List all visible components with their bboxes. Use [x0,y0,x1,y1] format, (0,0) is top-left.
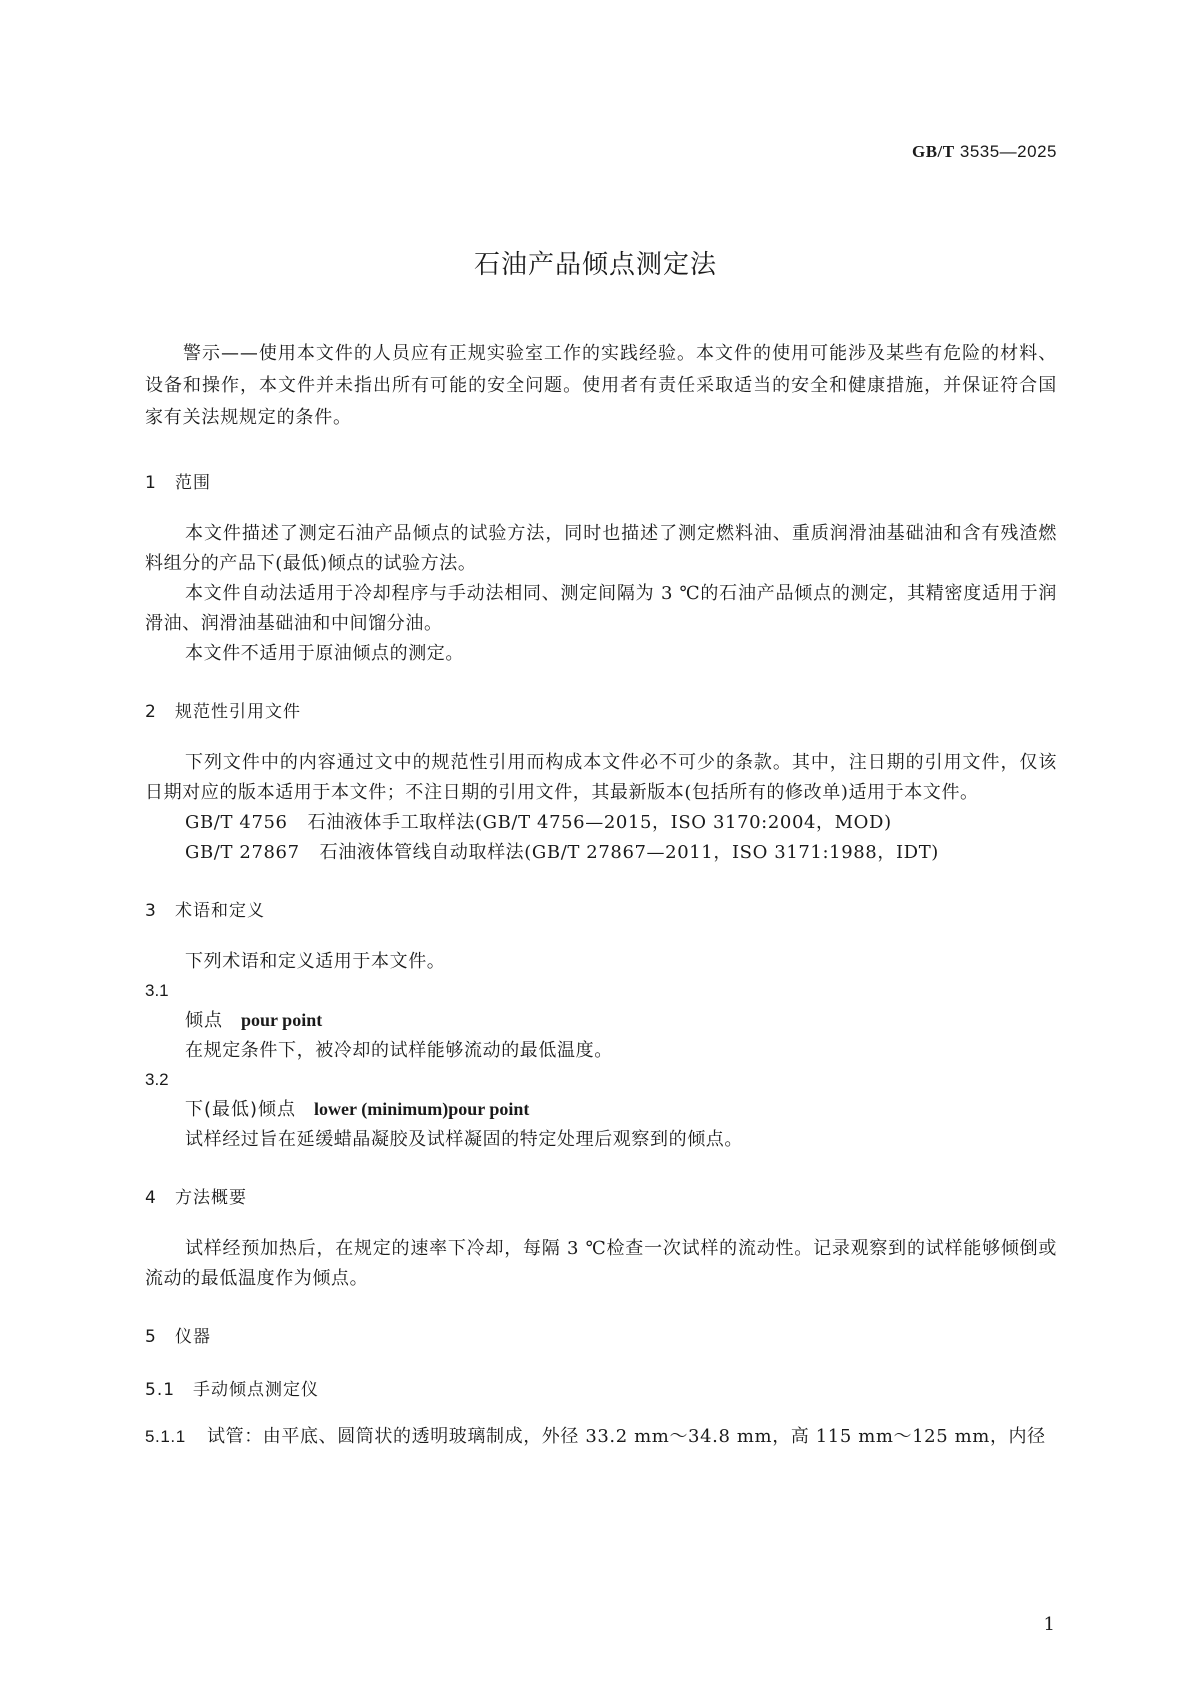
term-name [145,1005,1057,1036]
scope-paragraph-2: 本文件自动法适用于冷却程序与手动法相同、测定间隔为 3 ℃的石油产品倾点的测定，其精密度适用于润滑油、润滑油基础油和中间馏分油。 [145,583,1057,634]
section-title: 仪器 [175,1327,211,1347]
subsection-title: 手动倾点测定仪 [193,1380,319,1400]
reference-code: GB/T 4756 [185,812,288,833]
terms-intro: 下列术语和定义适用于本文件。 [185,951,446,972]
document-title: 石油产品倾点测定法 [473,250,717,280]
standard-prefix: GB/T [912,142,955,161]
section-number: 3 [145,901,157,921]
clause-text: 试管：由平底、圆筒状的透明玻璃制成，外径 33.2 mm～34.8 mm，高 115 mm～125 mm，内径 [207,1426,1046,1447]
scope-paragraph-3: 本文件不适用于原油倾点的测定。 [185,643,464,664]
term-number: 3.2 [145,1070,169,1089]
clause-5-1-1 [145,1422,1057,1452]
standard-code: 3535—2025 [959,142,1057,161]
reference-title: 石油液体管线自动取样法(GB/T 27867—2011，ISO 3171:1988，IDT) [319,842,939,863]
section-number: 5 [145,1327,157,1347]
term-name-zh: 倾点 [185,1010,223,1031]
section-number: 1 [145,473,157,493]
section-number: 2 [145,702,157,722]
reference-item [145,838,1057,868]
section-5-heading [145,1322,1057,1347]
term-definition: 试样经过旨在延缓蜡晶凝胶及试样凝固的特定处理后观察到的倾点。 [185,1129,743,1150]
term-name [145,1094,1057,1125]
term-name-en: pour point [241,1010,323,1030]
section-2-heading [145,697,1057,722]
subsection-number: 5.1 [145,1380,176,1400]
section-title: 范围 [175,473,211,493]
section-1-heading [145,468,1057,493]
section-4-heading [145,1183,1057,1208]
section-3-heading [145,896,1057,921]
section-number: 4 [145,1188,157,1208]
safety-warning: 警示——使用本文件的人员应有正规实验室工作的实践经验。本文件的使用可能涉及某些有危险的材料、设备和操作，本文件并未指出所有可能的安全问题。使用者有责任采取适当的安全和健康措施，并保证符合国家有关法规规定的条件。 [145,343,1057,428]
reference-code: GB/T 27867 [185,842,300,863]
subsection-5-1-heading [145,1375,1057,1400]
term-name-zh: 下(最低)倾点 [185,1099,297,1120]
scope-paragraph-1: 本文件描述了测定石油产品倾点的试验方法，同时也描述了测定燃料油、重质润滑油基础油和含有残渣燃料组分的产品下(最低)倾点的试验方法。 [145,523,1057,574]
term-definition: 在规定条件下，被冷却的试样能够流动的最低温度。 [185,1040,613,1061]
standard-number [912,142,1057,162]
clause-number: 5.1.1 [145,1427,186,1446]
term-number: 3.1 [145,981,169,1000]
section-title: 方法概要 [175,1188,247,1208]
term-name-en: lower (minimum)pour point [314,1099,530,1119]
method-summary-paragraph: 试样经预加热后，在规定的速率下冷却，每隔 3 ℃检查一次试样的流动性。记录观察到的试样能够倾倒或流动的最低温度作为倾点。 [145,1238,1057,1289]
document-body [145,338,1057,1452]
reference-item [145,808,1057,838]
section-title: 规范性引用文件 [175,702,301,722]
reference-title: 石油液体手工取样法(GB/T 4756—2015，ISO 3170:2004，MOD) [307,812,892,833]
references-intro: 下列文件中的内容通过文中的规范性引用而构成本文件必不可少的条款。其中，注日期的引用文件，仅该日期对应的版本适用于本文件；不注日期的引用文件，其最新版本(包括所有的修改单)适用于本文件。 [145,752,1057,803]
section-title: 术语和定义 [175,901,265,921]
page-number: 1 [1043,1614,1055,1635]
